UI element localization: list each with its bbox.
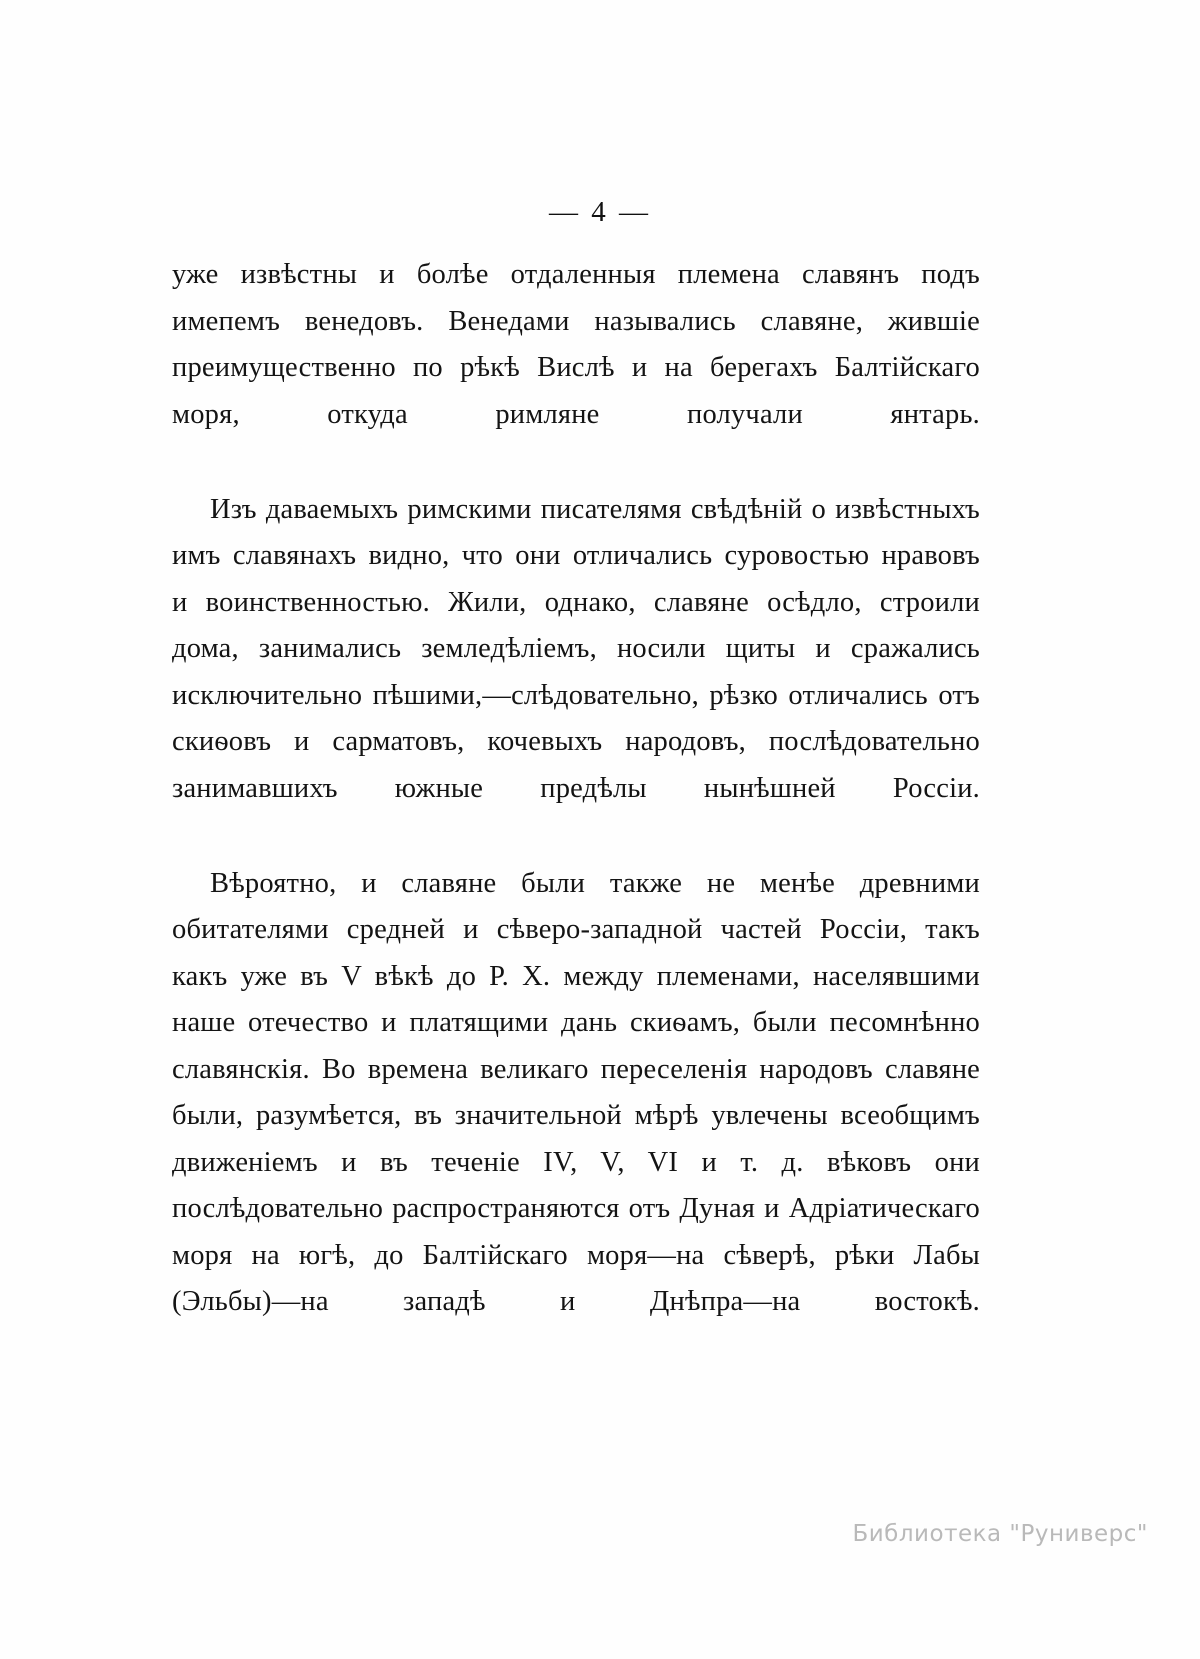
paragraph: Вѣроятно, и славяне были также не менѣе древними обитателями средней и сѣверо-западной частей Россіи, такъ какъ уже въ V вѣкѣ до Р. Х. между племенами, населявшими наше отечество и платящими дань скиѳамъ, были песомнѣнно славянскія. Во времена великаго переселенія народовъ славяне были, разумѣется, въ значительной мѣрѣ увлечены всеобщимъ движеніемъ и въ теченіе IV, V, VI и т. д. вѣковъ они послѣдовательно распространяются отъ Дуная и Адріатическаго моря на югѣ, до Балтійскаго моря—на сѣверѣ, рѣки Лабы (Эльбы)—на западѣ и Днѣпра—на востокѣ.	[172, 867, 980, 1317]
page-body	[172, 252, 980, 1372]
library-watermark: Библиотека "Руниверс"	[852, 1521, 1148, 1547]
paragraph: Изъ даваемыхъ римскими писателямя свѣдѣній о извѣстныхъ имъ славянахъ видно, что они отличались суровостью нравовъ и воинственностью. Жили, однако, славяне осѣдло, строили дома, занимались земледѣліемъ, носили щиты и сражались исключительно пѣшими,—слѣдовательно, рѣзко отличались отъ скиѳовъ и сарматовъ, кочевыхъ народовъ, послѣдовательно занимавшихъ южные предѣлы нынѣшней Россіи.	[172, 493, 980, 804]
page-number: — 4 —	[549, 196, 651, 228]
paragraph: уже извѣстны и болѣе отдаленныя племена славянъ подъ имепемъ венедовъ. Венедами назывались славяне, жившіе преимущественно по рѣкѣ Вислѣ и на берегахъ Балтійскаго моря, откуда римляне получали янтарь.	[172, 259, 980, 430]
